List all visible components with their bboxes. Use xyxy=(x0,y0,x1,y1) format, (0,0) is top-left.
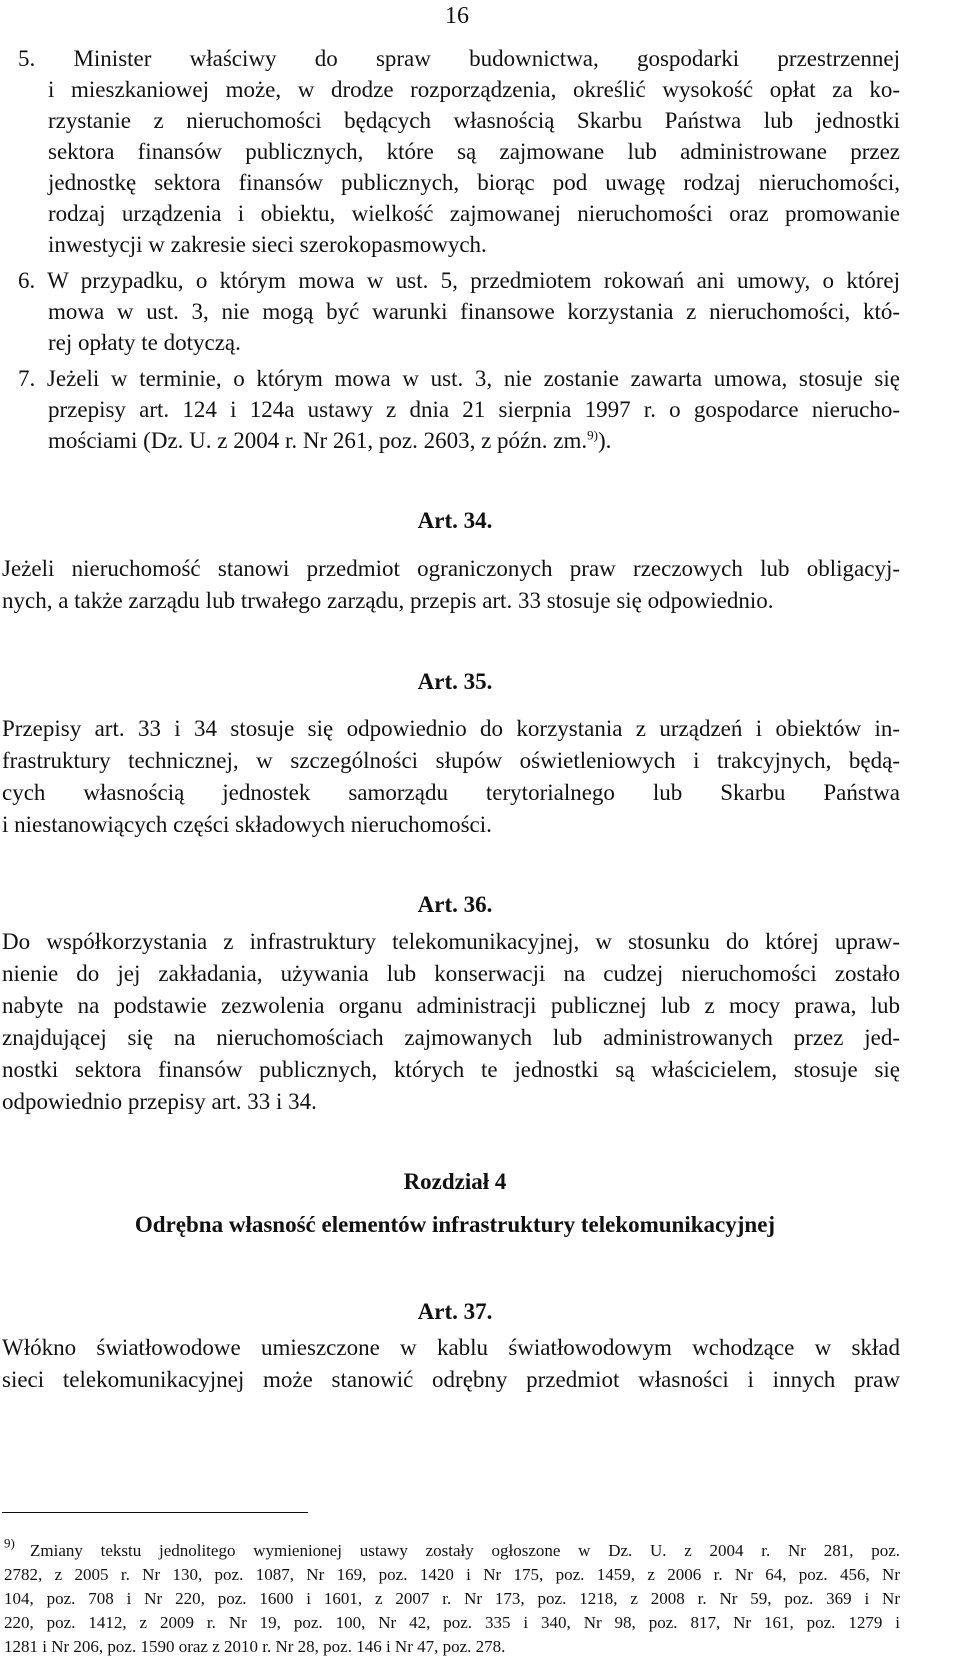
art35-heading: Art. 35. xyxy=(417,669,493,694)
page-number: 16 xyxy=(445,3,469,29)
art34-line-2: nych, a także zarządu lub trwałego zarządu, przepis art. 33 stosuje się odpowiednio. xyxy=(2,588,774,613)
chapter-subtitle: Odrębna własność elementów infrastruktury telekomunikacyjnej xyxy=(134,1212,776,1237)
section7-line-1: 7. Jeżeli w terminie, o którym mowa w ust. 3, nie zostanie zawarta umowa, stosuje się xyxy=(18,366,900,391)
footnote-line-1: Zmiany tekstu jednolitego wymienionej ustawy zostały ogłoszone w Dz. U. z 2004 r. Nr 281, poz. xyxy=(30,1541,900,1560)
chapter-title: Rozdział 4 xyxy=(403,1169,507,1194)
art35-line-4: i niestanowiących części składowych nieruchomości. xyxy=(2,812,492,837)
art35-line-3: cych własnością jednostek samorządu terytorialnego lub Skarbu Państwa xyxy=(2,780,900,805)
art34-line-1: Jeżeli nieruchomość stanowi przedmiot ograniczonych praw rzeczowych lub obligacyj- xyxy=(2,556,900,581)
footnote-marker xyxy=(4,1535,15,1560)
art36-line-2: nienie do jej zakładania, używania lub konserwacji na cudzej nieruchomości zostało xyxy=(2,961,900,986)
footnote-line-4: 220, poz. 1412, z 2009 r. Nr 19, poz. 100, Nr 42, poz. 335 i 340, Nr 98, poz. 817, Nr 161, poz. 1279 i xyxy=(4,1613,900,1632)
section7-line-3 xyxy=(48,426,611,456)
section5-line-7: inwestycji w zakresie sieci szerokopasmowych. xyxy=(48,232,487,257)
art37-line-1: Włókno światłowodowe umieszczone w kablu światłowodowym wchodzące w skład xyxy=(2,1335,900,1360)
art36-line-5: nostki sektora finansów publicznych, których te jednostki są właścicielem, stosuje się xyxy=(2,1057,900,1082)
section5-line-2: i mieszkaniowej może, w drodze rozporządzenia, określić wysokość opłat za ko- xyxy=(48,77,900,102)
section5-line-1: 5. Minister właściwy do spraw budownictwa, gospodarki przestrzennej xyxy=(18,46,900,71)
footnote-line-2: 2782, z 2005 r. Nr 130, poz. 1087, Nr 169, poz. 1420 i Nr 175, poz. 1459, z 2006 r. Nr 64, poz. 456, Nr xyxy=(4,1565,900,1584)
section7-line-2: przepisy art. 124 i 124a ustawy z dnia 21 sierpnia 1997 r. o gospodarce nierucho- xyxy=(48,397,900,422)
section5-line-4: sektora finansów publicznych, które są zajmowane lub administrowane przez xyxy=(48,139,900,164)
art37-heading: Art. 37. xyxy=(417,1299,493,1324)
art36-line-6: odpowiednio przepisy art. 33 i 34. xyxy=(2,1089,317,1114)
section5-line-5: jednostkę sektora finansów publicznych, biorąc pod uwagę rodzaj nieruchomości, xyxy=(48,170,900,195)
art36-heading: Art. 36. xyxy=(417,892,493,917)
art36-line-4: znajdującej się na nieruchomościach zajmowanych lub administrowanych przez jed- xyxy=(2,1025,900,1050)
footnote-line-5: 1281 i Nr 206, poz. 1590 oraz z 2010 r. Nr 28, poz. 146 i Nr 47, poz. 278. xyxy=(4,1637,506,1656)
section7-line-3-text: mościami (Dz. U. z 2004 r. Nr 261, poz. 2603, z późn. zm. xyxy=(48,428,588,453)
section6-line-3: rej opłaty te dotyczą. xyxy=(48,330,241,355)
art35-line-2: frastruktury technicznej, w szczególności słupów oświetleniowych i trakcyjnych, będą- xyxy=(2,748,900,773)
footnote-line-3: 104, poz. 708 i Nr 220, poz. 1600 i 1601, z 2007 r. Nr 173, poz. 1218, z 2008 r. Nr 59, poz. 369 i Nr xyxy=(4,1589,900,1608)
art36-line-3: nabyte na podstawie zezwolenia organu administracji publicznej lub z mocy prawa, lub xyxy=(2,993,900,1018)
footnote-ref: 9) xyxy=(587,427,598,443)
art35-line-1: Przepisy art. 33 i 34 stosuje się odpowiednio do korzystania z urządzeń i obiektów in- xyxy=(2,716,900,741)
art34-heading: Art. 34. xyxy=(417,508,493,533)
footnote-marker-text: 9) xyxy=(4,1535,15,1551)
section6-line-2: mowa w ust. 3, nie mogą być warunki finansowe korzystania z nieruchomości, któ- xyxy=(48,299,900,324)
art36-line-1: Do współkorzystania z infrastruktury telekomunikacyjnej, w stosunku do której upraw- xyxy=(2,929,900,954)
section5-line-6: rodzaj urządzenia i obiektu, wielkość zajmowanej nieruchomości oraz promowanie xyxy=(48,201,900,226)
section7-line-3-end: ). xyxy=(597,428,612,453)
section5-line-3: rzystanie z nieruchomości będących własnością Skarbu Państwa lub jednostki xyxy=(48,108,900,133)
section6-line-1: 6. W przypadku, o którym mowa w ust. 5, przedmiotem rokowań ani umowy, o której xyxy=(18,268,900,293)
footnote-separator xyxy=(2,1512,308,1513)
art37-line-2: sieci telekomunikacyjnej może stanowić odrębny przedmiot własności i innych praw xyxy=(2,1367,900,1392)
